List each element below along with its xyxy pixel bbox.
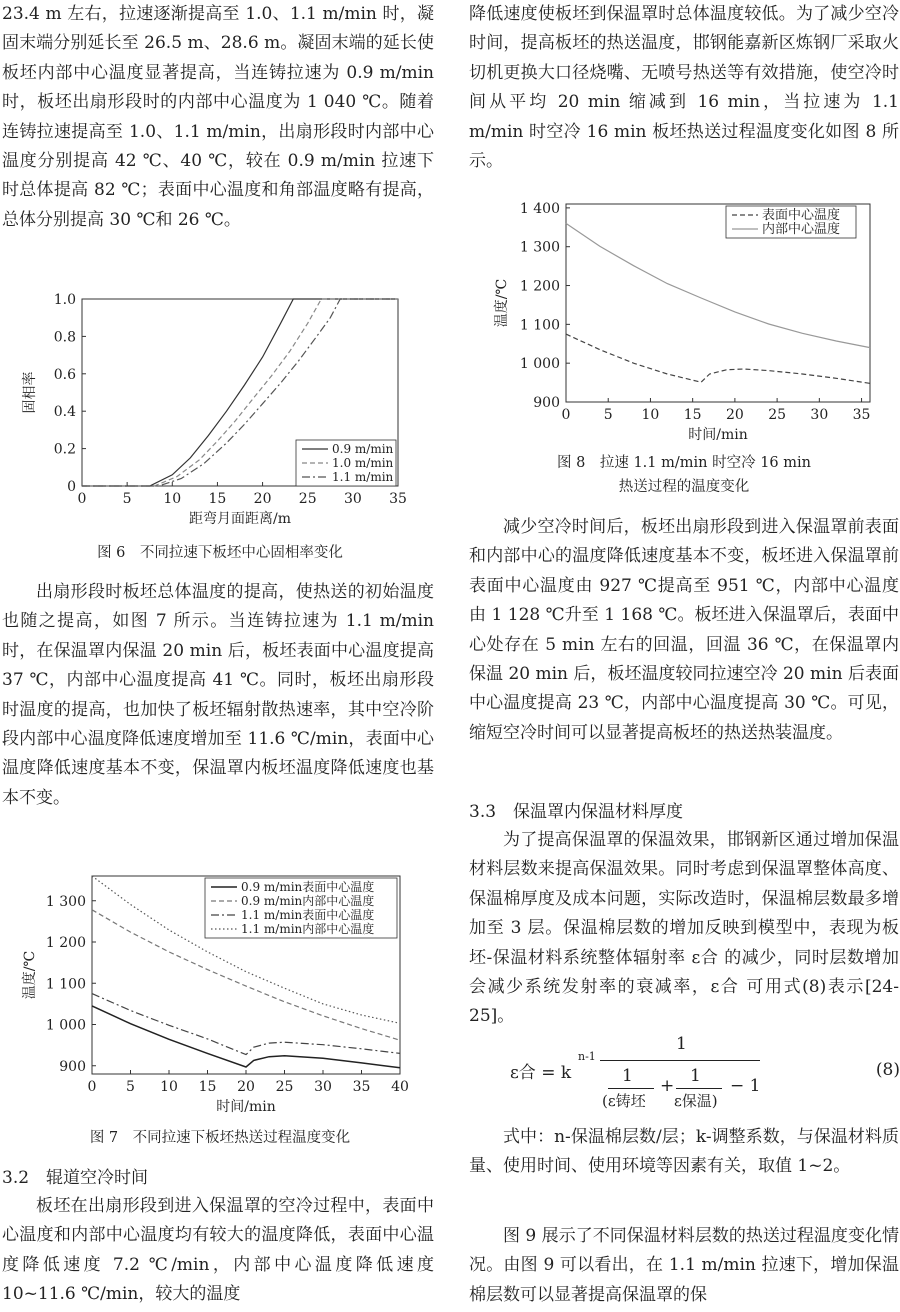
series-line — [566, 223, 870, 347]
series-line — [566, 334, 870, 383]
y-tick-label: 0 — [67, 479, 76, 495]
eq-lhs: ε合 = k — [510, 1063, 572, 1083]
x-tick-label: 30 — [810, 407, 829, 423]
y-tick-label: 900 — [533, 395, 560, 411]
x-tick-label: 20 — [725, 407, 744, 423]
x-tick-label: 20 — [237, 1079, 255, 1095]
x-tick-label: 25 — [275, 1079, 294, 1095]
legend-entry: 1.1 m/min表面中心温度 — [241, 908, 375, 922]
eq-exponent: n-1 — [578, 1050, 596, 1063]
y-tick-label: 1 100 — [45, 976, 86, 993]
y-tick-label: 900 — [59, 1058, 86, 1075]
right-paragraph-5: 图 9 展示了不同保温材料层数的热送过程温度变化情况。由图 9 可以看出，在 1.1 m/min 拉速下，增加保温棉层数可以显著提高保温罩的保 — [469, 1226, 899, 1305]
legend-entry: 0.9 m/min表面中心温度 — [241, 880, 375, 894]
y-axis-label: 温度/℃ — [22, 950, 38, 1000]
x-tick-label: 35 — [389, 491, 407, 507]
equation-8 — [510, 1030, 900, 1110]
x-axis-label: 时间/min — [688, 427, 748, 443]
figure-8-caption — [469, 451, 899, 499]
right-paragraph-1: 降低速度使板坯到保温罩时总体温度较低。为了减少空冷时间，提高板坯的热送温度，邯钢能嘉新区炼钢厂采取火切机更换大口径烧嘴、无喷号热送等有效措施，使空冷时间从平均 20 min 缩减到 16 min，当拉速为 1.1 m/min 时空冷 16 min 板坯热送过程温度变化如图 8 所示。 — [469, 4, 899, 172]
y-tick-label: 1 000 — [519, 356, 560, 373]
figure-8-caption-line-1: 图 8 拉速 1.1 m/min 时空冷 16 min — [557, 455, 811, 471]
figure-8-caption-line-2: 热送过程的温度变化 — [618, 479, 750, 495]
x-tick-label: 30 — [314, 1079, 332, 1095]
y-tick-label: 1 200 — [45, 935, 86, 951]
x-tick-label: 25 — [768, 407, 787, 423]
series-line — [92, 994, 400, 1055]
y-tick-label: 0.2 — [53, 441, 76, 458]
y-tick-label: 1.0 — [53, 292, 76, 308]
legend-entry: 0.9 m/min — [332, 442, 394, 456]
y-tick-label: 0.6 — [53, 366, 76, 383]
legend-entry: 1.1 m/min内部中心温度 — [241, 922, 375, 936]
y-tick-label: 1 300 — [519, 239, 560, 256]
eq-number: (8) — [875, 1060, 900, 1080]
x-tick-label: 10 — [641, 407, 660, 423]
section-3-3-heading: 3.3 保温罩内保温材料厚度 — [469, 802, 684, 822]
eq-term2-den: ε保温) — [674, 1092, 718, 1110]
x-tick-label: 15 — [208, 491, 227, 507]
series-line — [92, 1006, 400, 1068]
x-tick-label: 5 — [126, 1079, 135, 1095]
y-axis-label: 固相率 — [22, 371, 38, 414]
eq-plus: + — [660, 1076, 675, 1096]
x-axis-label: 距弯月面距离/m — [189, 511, 291, 527]
x-tick-label: 15 — [198, 1079, 217, 1095]
legend-entry: 1.0 m/min — [332, 456, 394, 470]
left-paragraph-1: 23.4 m 左右，拉速逐渐提高至 1.0、1.1 m/min 时，凝固末端分别延长至 26.5 m、28.6 m。凝固末端的延长使板坯内部中心温度显著提高，当连铸拉速为 0.9 m/min 时，板坯出扇形段时的内部中心温度为 1 040 ℃。随着连铸拉速提高至 1.0、1.1 m/min，出扇形段时内部中心温度分别提高 42 ℃、40 ℃，较在 0.9 m/min 拉速下时总体提高 82 ℃；表面中心温度和角部温度略有提高，总体分别提高 30 ℃和 26 ℃。 — [2, 4, 434, 230]
x-tick-label: 0 — [77, 491, 87, 507]
eq-numerator: 1 — [676, 1034, 687, 1054]
x-tick-label: 30 — [343, 491, 362, 507]
figure-7-chart — [0, 862, 440, 1124]
y-tick-label: 1 300 — [45, 893, 86, 910]
x-tick-label: 15 — [683, 407, 702, 423]
x-tick-label: 5 — [603, 407, 613, 423]
eq-term1-den: (ε铸坯 — [602, 1092, 646, 1110]
legend-entry: 0.9 m/min内部中心温度 — [241, 894, 375, 908]
figure-8-chart — [480, 192, 890, 450]
section-3-2-heading: 3.2 辊道空冷时间 — [2, 1168, 149, 1188]
eq-term1-num: 1 — [622, 1066, 633, 1086]
x-tick-label: 35 — [352, 1079, 371, 1095]
eq-term1-bar — [608, 1088, 654, 1089]
y-tick-label: 1 000 — [45, 1017, 86, 1034]
y-tick-label: 1 400 — [519, 200, 560, 217]
left-paragraph-3: 板坯在出扇形段到进入保温罩的空冷过程中，表面中心温度和内部中心温度均有较大的温度降低，表面中心温度降低速度 7.2 ℃/min，内部中心温度降低速度 10~11.6 ℃/min，较大的温度 — [2, 1196, 434, 1305]
left-paragraph-2: 出扇形段时板坯总体温度的提高，使热送的初始温度也随之提高，如图 7 所示。当连铸拉速为 1.1 m/min 时，在保温罩内保温 20 min 后，板坯表面中心温度提高 37 ℃，内部中心温度提高 41 ℃。同时，板坯出扇形段时温度的提高，也加快了板坯辐射散热速率，其中空冷阶段内部中心温度降低速度增加至 11.6 ℃/min，表面中心温度降低速度基本不变，保温罩内板坯温度降低速度也基本不变。 — [2, 582, 434, 808]
x-tick-label: 0 — [87, 1079, 97, 1095]
x-tick-label: 0 — [561, 407, 571, 423]
y-tick-label: 0.8 — [53, 329, 76, 346]
x-tick-label: 20 — [253, 491, 272, 507]
y-tick-label: 1 200 — [519, 278, 560, 295]
right-paragraph-4: 式中：n-保温棉层数/层；k-调整系数，与保温材料质量、使用时间、使用环境等因素有关，取值 1~2。 — [469, 1127, 899, 1177]
y-tick-label: 0.4 — [53, 404, 76, 421]
figure-6-chart — [0, 283, 440, 543]
x-axis-label: 时间/min — [216, 1099, 276, 1115]
x-tick-label: 25 — [298, 491, 317, 507]
x-tick-label: 10 — [160, 1079, 178, 1095]
y-axis-label: 温度/℃ — [494, 278, 510, 328]
x-tick-label: 35 — [852, 407, 871, 423]
legend-entry: 表面中心温度 — [762, 208, 841, 223]
x-tick-label: 10 — [163, 491, 182, 507]
eq-term2-num: 1 — [690, 1066, 701, 1086]
eq-term2-bar — [676, 1088, 722, 1089]
x-tick-label: 40 — [391, 1079, 409, 1095]
right-paragraph-2: 减少空冷时间后，板坯出扇形段到进入保温罩前表面和内部中心的温度降低速度基本不变，板坯进入保温罩前表面中心温度由 927 ℃提高至 951 ℃，内部中心温度由 1 128 ℃升至 1 168 ℃。板坯进入保温罩后，表面中心处存在 5 min 左右的回温，回温 36 ℃，在保温罩内保温 20 min 后，板坯温度较同拉速空冷 20 min 后表面中心温度提高 23 ℃，内部中心温度提高 30 ℃。可见，缩短空冷时间可以显著提高板坯的热送热装温度。 — [469, 517, 899, 743]
y-tick-label: 1 100 — [519, 317, 560, 334]
eq-main-fraction-bar — [600, 1060, 760, 1061]
figure-6-caption: 图 6 不同拉速下板坯中心固相率变化 — [97, 545, 343, 561]
legend-entry: 内部中心温度 — [762, 222, 841, 237]
x-tick-label: 5 — [122, 491, 132, 507]
legend-entry: 1.1 m/min — [332, 470, 394, 484]
eq-tail: − 1 — [730, 1076, 761, 1096]
figure-7-caption: 图 7 不同拉速下板坯热送过程温度变化 — [89, 1130, 351, 1146]
right-paragraph-3: 为了提高保温罩的保温效果，邯钢新区通过增加保温材料层数来提高保温效果。同时考虑到保温罩整体高度、保温棉厚度及成本问题，实际改造时，保温棉层数最多增加至 3 层。保温棉层数的增加反映到模型中，表现为板坯-保温材料系统整体辐射率 ε合 的减少，同时层数增加会减少系统发射率的衰减率，ε合 可用式(8)表示[24-25]。 — [469, 830, 899, 1027]
